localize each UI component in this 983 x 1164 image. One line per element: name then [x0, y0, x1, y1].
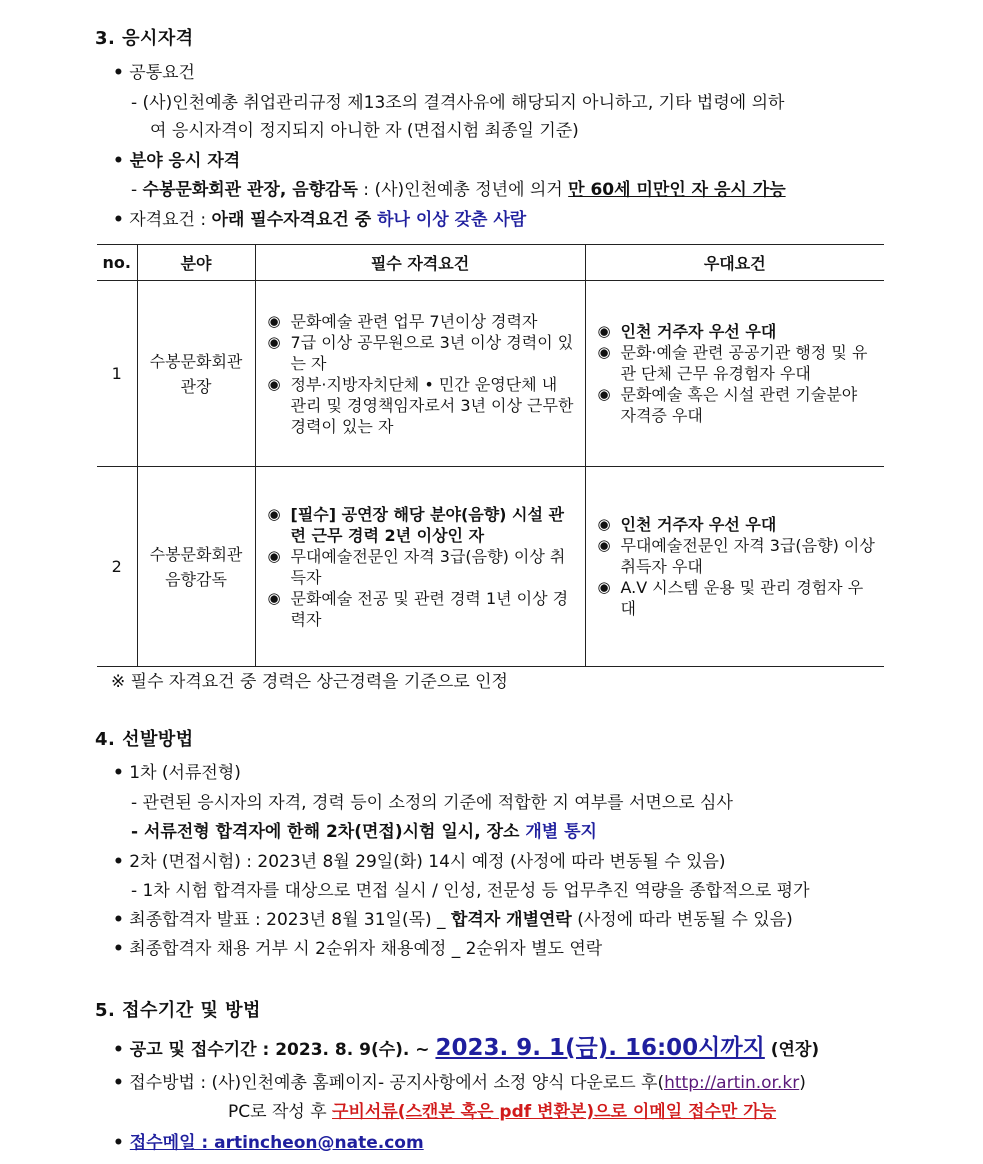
common-label: 공통요건 — [129, 63, 195, 83]
final-suffix: (사정에 따라 변동될 수 있음) — [571, 910, 793, 930]
final-announcement — [113, 905, 793, 930]
row-required — [255, 467, 585, 667]
target-mark-icon: ◉ — [267, 546, 281, 565]
period-suffix: (연장) — [764, 1040, 820, 1060]
first-round — [113, 758, 241, 783]
dash: - — [131, 180, 143, 200]
row-no: 1 — [97, 281, 137, 467]
second-round — [113, 847, 726, 872]
preferred-text: 인천 거주자 우선 우대 — [620, 322, 777, 341]
preferred-text: 무대예술전문인 자격 3급(음향) 이상 취득자 우대 — [620, 536, 875, 576]
section-5-title: 5. 접수기간 및 방법 — [95, 1000, 261, 1021]
target-mark-icon: ◉ — [267, 311, 281, 330]
field-positions: 수봉문화회관 관장, 음향감독 — [142, 180, 358, 200]
bullet: • — [113, 63, 124, 83]
mail-value[interactable]: artincheon@nate.com — [214, 1133, 424, 1153]
first-round-label: 1차 (서류전형) — [129, 763, 241, 783]
bullet: • — [113, 763, 124, 783]
target-mark-icon: ◉ — [597, 343, 611, 361]
required-text: 문화예술 전공 및 관련 경력 1년 이상 경력자 — [290, 588, 569, 629]
required-text: 무대예술전문인 자격 3급(음향) 이상 취득자 — [290, 546, 566, 587]
qual-blue: 하나 이상 갖춘 사람 — [377, 210, 527, 230]
required-text: 7급 이상 공무원으로 3년 이상 경력이 있는 자 — [290, 332, 574, 373]
bullet: • — [113, 1133, 124, 1153]
target-mark-icon: ◉ — [267, 504, 281, 523]
qual-bold: 아래 필수자격요건 중 — [211, 210, 378, 230]
list-item — [268, 588, 577, 630]
list-item — [598, 514, 877, 535]
list-item — [598, 535, 877, 577]
table-note: ※ 필수 자격요건 중 경력은 상근경력을 기준으로 인정 — [111, 672, 508, 692]
row-field — [137, 281, 255, 467]
target-mark-icon: ◉ — [597, 322, 611, 340]
required-text: 문화예술 관련 업무 7년이상 경력자 — [290, 311, 538, 331]
header-preferred: 우대요건 — [585, 245, 884, 281]
list-item — [268, 311, 577, 332]
required-text: 정부·지방자치단체 • 민간 운영단체 내 관리 및 경영책임자로서 3년 이상 근무한 경력이 있는 자 — [290, 374, 574, 436]
field-qualification — [113, 146, 240, 171]
header-required: 필수 자격요건 — [255, 245, 585, 281]
target-mark-icon: ◉ — [597, 536, 611, 554]
common-text-1 — [131, 88, 909, 113]
application-email — [113, 1128, 424, 1153]
field-name: 수봉문화회관 — [149, 544, 243, 564]
preferred-text: 문화예술 혹은 시설 관련 기술분야 자격증 우대 — [620, 385, 858, 425]
bullet: • — [113, 939, 124, 959]
list-item — [268, 504, 577, 546]
field-name: 수봉문화회관 — [149, 351, 243, 371]
field-role: 관장 — [180, 376, 212, 396]
individual-notice: 개별 통지 — [525, 822, 597, 842]
section-3-title: 3. 응시자격 — [95, 28, 194, 49]
qualification-requirement — [113, 205, 526, 230]
section-4-title: 4. 선발방법 — [95, 729, 194, 750]
common-text-1-content: - (사)인천예총 취업관리규정 제13조의 결격사유에 해당되지 아니하고, 기타 법령에 의하 — [131, 93, 785, 113]
bullet: • — [113, 210, 124, 230]
method-close: ) — [799, 1073, 806, 1093]
field-role: 음향감독 — [165, 569, 227, 589]
final-bold: 합격자 개별연락 — [450, 910, 572, 930]
hire-refusal-text: 최종합격자 채용 거부 시 2순위자 채용예정 _ 2순위자 별도 연락 — [129, 939, 603, 959]
table-header-row — [97, 245, 884, 281]
method-line2-prefix: PC로 작성 후 — [228, 1102, 333, 1122]
method-line2-red: 구비서류(스캔본 혹은 pdf 변환본)으로 이메일 접수만 가능 — [332, 1102, 777, 1122]
table-row — [97, 281, 884, 467]
bullet: • — [113, 852, 124, 872]
bullet: • — [113, 151, 124, 171]
method-prefix: 접수방법 : (사)인천예총 홈페이지- 공지사항에서 소정 양식 다운로드 후( — [129, 1073, 665, 1093]
preferred-text: 문화·예술 관련 공공기관 행정 및 유관 단체 근무 유경험자 우대 — [620, 343, 868, 383]
target-mark-icon: ◉ — [597, 515, 611, 533]
list-item — [598, 384, 877, 426]
age-limit: 만 60세 미만인 자 응시 가능 — [568, 180, 786, 200]
application-period — [113, 1029, 819, 1062]
preferred-text: 인천 거주자 우선 우대 — [620, 515, 777, 534]
target-mark-icon: ◉ — [267, 374, 281, 393]
header-no: no. — [97, 245, 137, 281]
first-round-text: - 관련된 응시자의 자격, 경력 등이 소정의 기준에 적합한 지 여부를 서면으로 심사 — [131, 793, 733, 813]
bullet: • — [113, 1040, 124, 1060]
period-label: 공고 및 접수기간 : 2023. 8. 9(수). ~ — [129, 1040, 436, 1060]
first-round-bold: - 서류전형 합격자에 한해 2차(면접)시험 일시, 장소 — [131, 822, 526, 842]
row-required — [255, 281, 585, 467]
list-item — [268, 546, 577, 588]
required-text: [필수] 공연장 해당 분야(음향) 시설 관련 근무 경력 2년 이상인 자 — [290, 504, 564, 545]
target-mark-icon: ◉ — [597, 385, 611, 403]
field-qualification-text — [131, 175, 786, 200]
mail-label: 접수메일 : — [129, 1133, 215, 1153]
requirements-table — [97, 244, 884, 667]
list-item — [598, 321, 877, 342]
target-mark-icon: ◉ — [267, 588, 281, 607]
table-row — [97, 467, 884, 667]
bullet: • — [113, 1073, 124, 1093]
field-label: 분야 응시 자격 — [129, 151, 241, 171]
homepage-link[interactable]: http://artin.or.kr — [664, 1073, 800, 1093]
target-mark-icon: ◉ — [267, 332, 281, 351]
row-preferred — [585, 467, 884, 667]
row-no: 2 — [97, 467, 137, 667]
qual-prefix: 자격요건 : — [129, 210, 212, 230]
final-prefix: 최종합격자 발표 : 2023년 8월 31일(목) _ — [129, 910, 451, 930]
list-item — [268, 332, 577, 374]
header-field: 분야 — [137, 245, 255, 281]
common-requirement — [113, 58, 195, 83]
bullet: • — [113, 910, 124, 930]
first-round-notice — [131, 817, 597, 842]
application-method — [113, 1068, 806, 1093]
common-text-2: 여 응시자격이 정지되지 아니한 자 (면접시험 최종일 기준) — [150, 121, 579, 141]
row-preferred — [585, 281, 884, 467]
field-retirement: : (사)인천예총 정년에 의거 — [357, 180, 569, 200]
list-item — [598, 342, 877, 384]
target-mark-icon: ◉ — [597, 578, 611, 596]
second-round-text: - 1차 시험 합격자를 대상으로 면접 실시 / 인성, 전문성 등 업무추진 역량을 종합적으로 평가 — [131, 881, 810, 901]
preferred-text: A.V 시스템 운용 및 관리 경험자 우대 — [620, 578, 864, 618]
second-round-label: 2차 (면접시험) : 2023년 8월 29일(화) 14시 예정 (사정에 따라 변동될 수 있음) — [129, 852, 726, 872]
row-field — [137, 467, 255, 667]
hire-refusal — [113, 934, 602, 959]
application-method-2 — [228, 1097, 776, 1122]
list-item — [268, 374, 577, 437]
list-item — [598, 577, 877, 619]
period-deadline: 2023. 9. 1(금). 16:00시까지 — [435, 1035, 765, 1061]
